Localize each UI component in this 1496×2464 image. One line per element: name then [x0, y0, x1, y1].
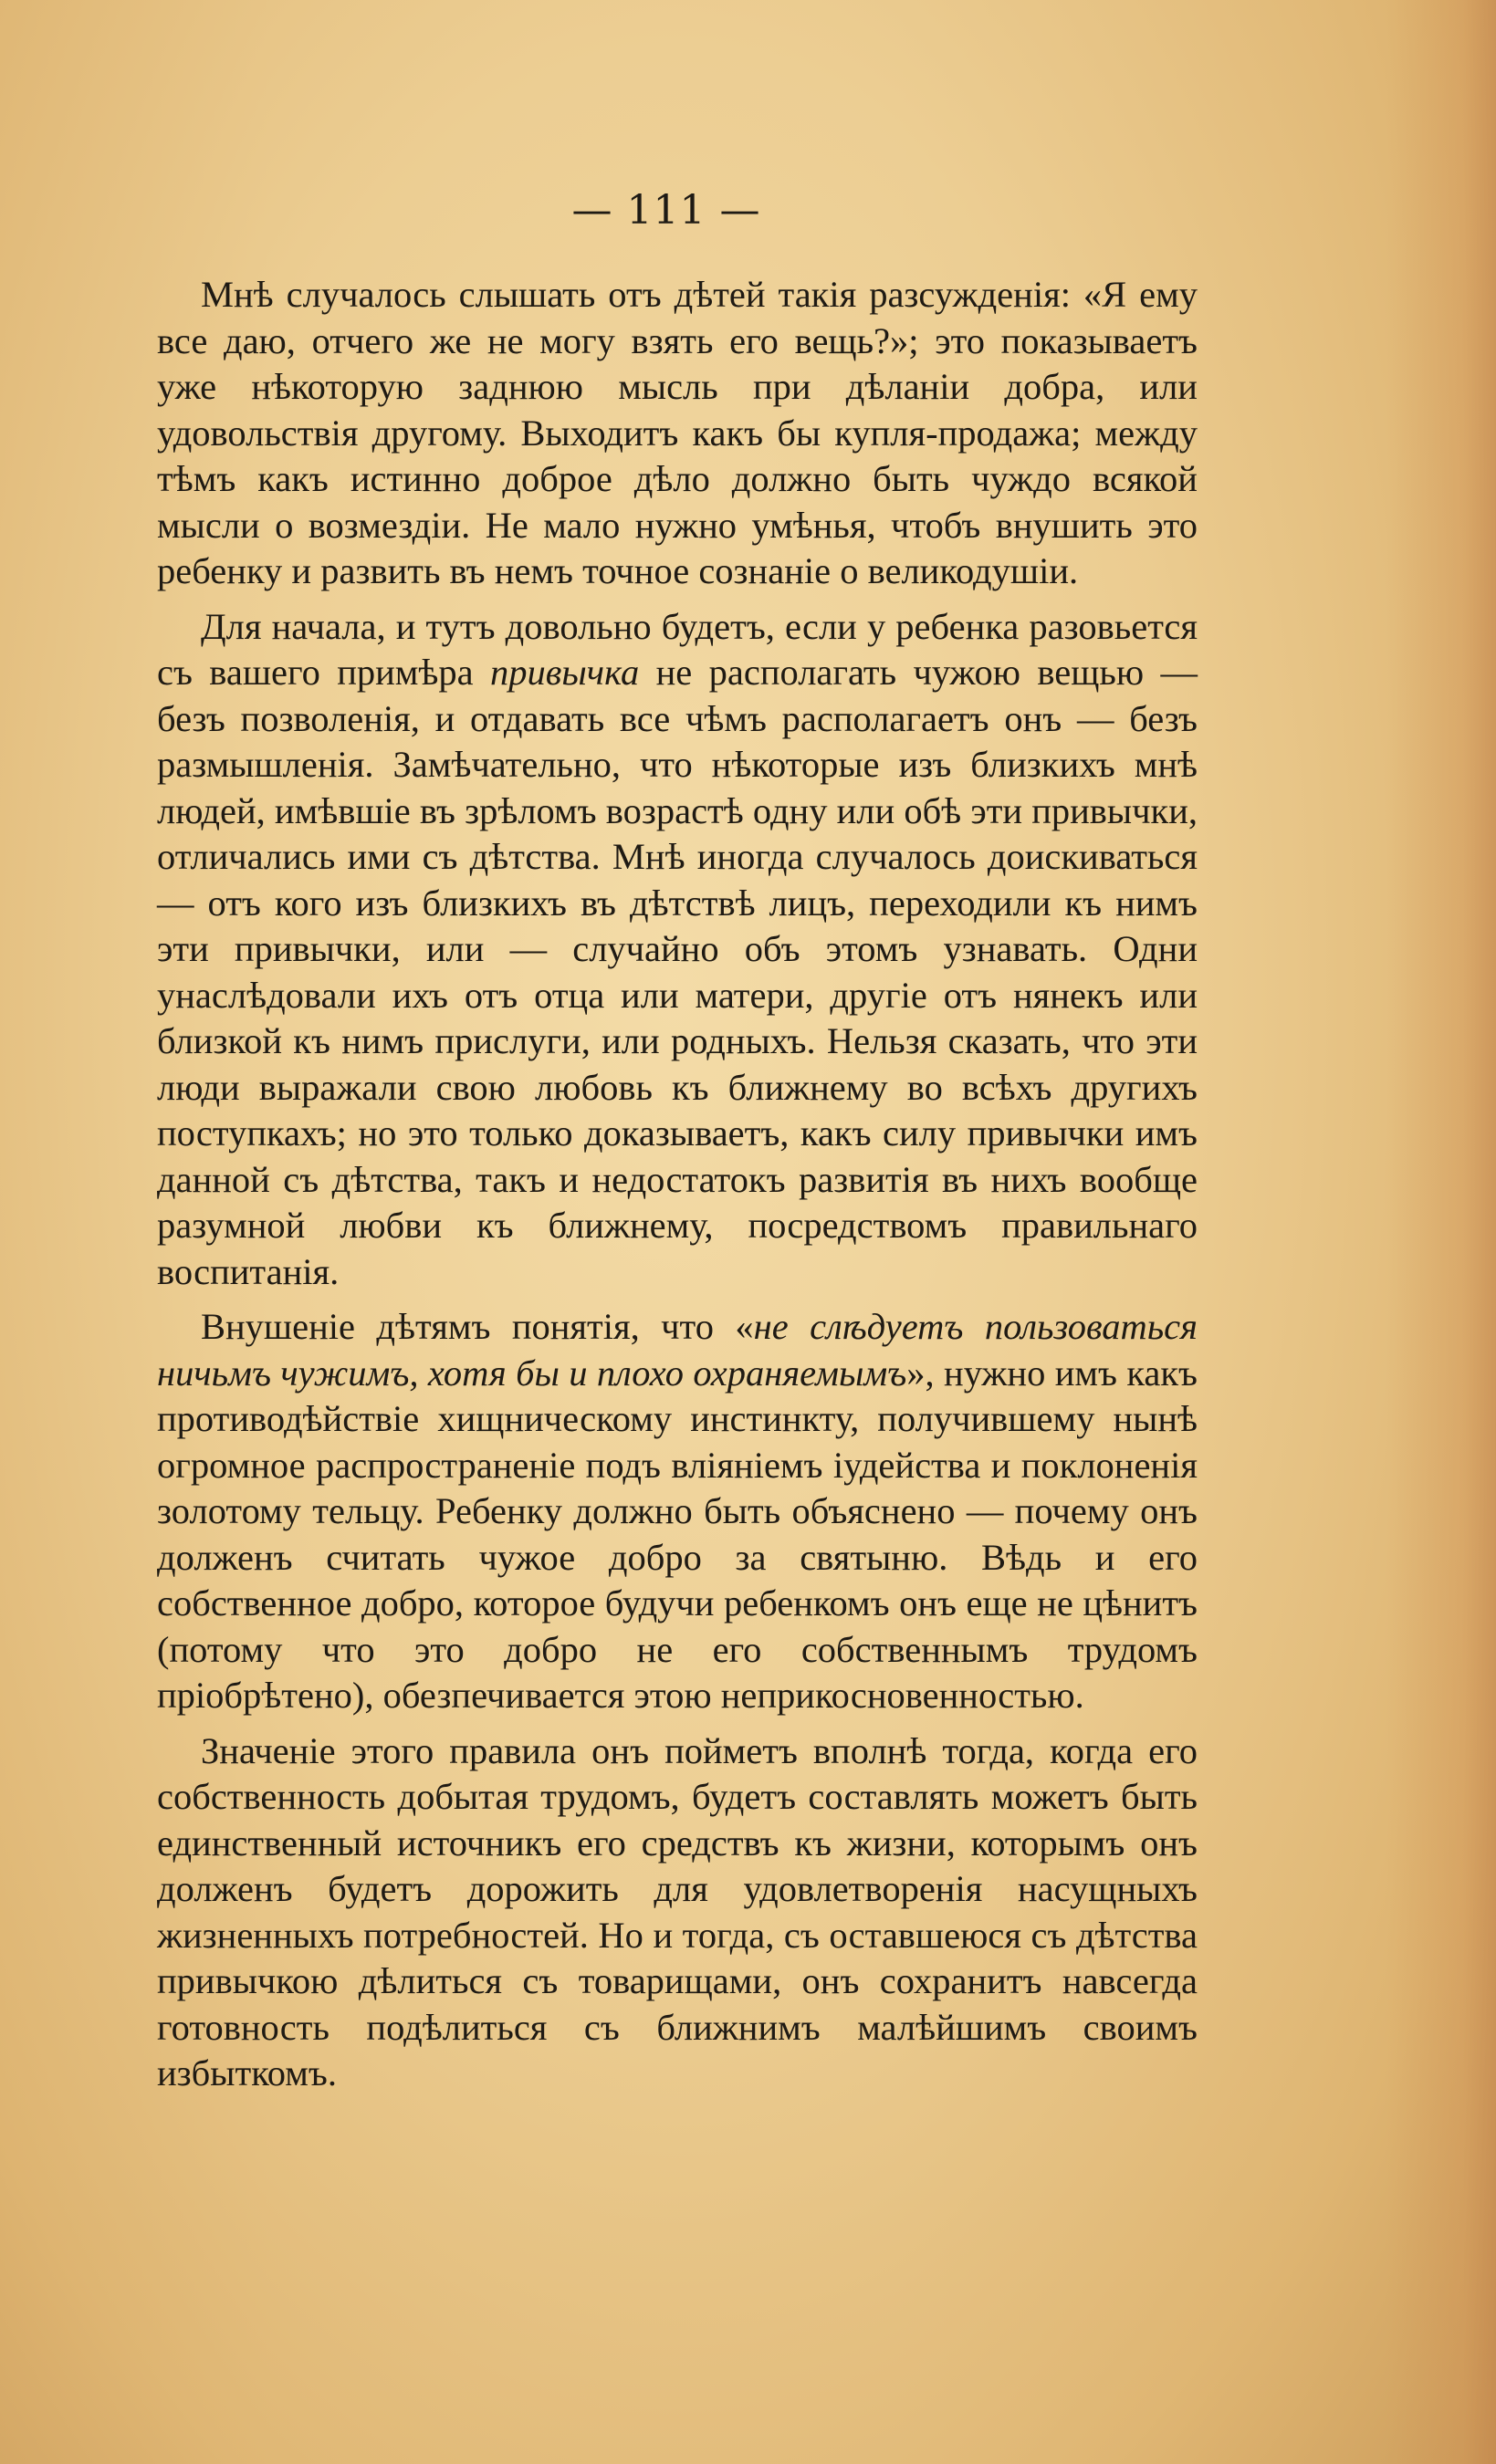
page-number: — 111 — — [571, 187, 761, 234]
paragraph-4-text: Значеніе этого правила онъ пойметъ вполнѣ тогда, когда его собственность добытая трудомъ, будетъ составлять можетъ быть единственный источникъ его средствъ къ жизни, которымъ онъ долженъ будетъ дорожить для удовлетворенія насущныхъ жизненныхъ потребностей. Но и тогда, съ оставшеюся съ дѣтства привычкою дѣлиться съ товарищами, онъ сохранитъ навсегда готовность подѣлиться съ ближнимъ малѣйшимъ своимъ избыткомъ. — [157, 1729, 1198, 2093]
paragraph-2 — [157, 604, 1198, 1296]
text-body — [157, 272, 1198, 2097]
paragraph-4 — [157, 1728, 1198, 2097]
page-edge-shading — [1386, 0, 1496, 2464]
paragraph-2-text-end: не располагать чужою вещью — безъ позволенія, и отдавать все чѣмъ располагаетъ онъ — безъ размышленія. Замѣчательно, что нѣкоторые изъ близкихъ мнѣ людей, имѣвшіе въ зрѣломъ возрастѣ одну или обѣ эти привычки, отличались ими съ дѣтства. Мнѣ иногда случалось доискиваться — отъ кого изъ близкихъ въ дѣтствѣ лицъ, переходили къ нимъ эти привычки, или — случайно объ этомъ узнавать. Одни унаслѣдовали ихъ отъ отца или матери, другіе отъ нянекъ или близкой къ нимъ прислуги, или родныхъ. Нельзя сказать, что эти люди выражали свою любовь къ ближнему во всѣхъ другихъ поступкахъ; но это только доказываетъ, какъ силу привычки имъ данной съ дѣтства, такъ и недостатокъ развитія въ нихъ вообще разумной любви къ ближнему, посредствомъ правильнаго воспитанія. — [157, 652, 1198, 1292]
paragraph-3 — [157, 1304, 1198, 1719]
paragraph-1-text: Мнѣ случалось слышать отъ дѣтей такія разсужденія: «Я ему все даю, отчего же не могу взять его вещь?»; это показываетъ уже нѣкоторую заднюю мысль при дѣланіи добра, или удовольствія другому. Выходитъ какъ бы купля-продажа; между тѣмъ какъ истинно доброе дѣло должно быть чуждо всякой мысли о возмездіи. Не мало нужно умѣнья, чтобъ внушить это ребенку и развить въ немъ точное сознаніе о великодушіи. — [157, 274, 1198, 591]
paragraph-1 — [157, 272, 1198, 595]
paragraph-2-italic-word: привычка — [490, 652, 640, 693]
paragraph-2-text-start: Для начала, и тутъ довольно будетъ, если у ребенка разовьется съ вашего примѣра — [157, 605, 1198, 693]
paragraph-3-text-start: Внушеніе дѣтямъ понятія, что « — [201, 1306, 754, 1347]
paragraph-3-italic-quote: не слѣдуетъ пользоваться ничьмъ чужимъ, хотя бы и плохо охраняемымъ — [157, 1306, 1198, 1394]
paragraph-3-text-end: », нужно имъ какъ противодѣйствіе хищническому инстинкту, получившему нынѣ огромное распространеніе подъ вліяніемъ іудейства и поклоненія золотому тельцу. Ребенку должно быть объяснено — почему онъ долженъ считать чужое добро за святыню. Вѣдь и его собственное добро, которое будучи ребенкомъ онъ еще не цѣнитъ (потому что это добро не его собственнымъ трудомъ пріобрѣтено), обезпечивается этою неприкосновенностью. — [157, 1352, 1198, 1716]
